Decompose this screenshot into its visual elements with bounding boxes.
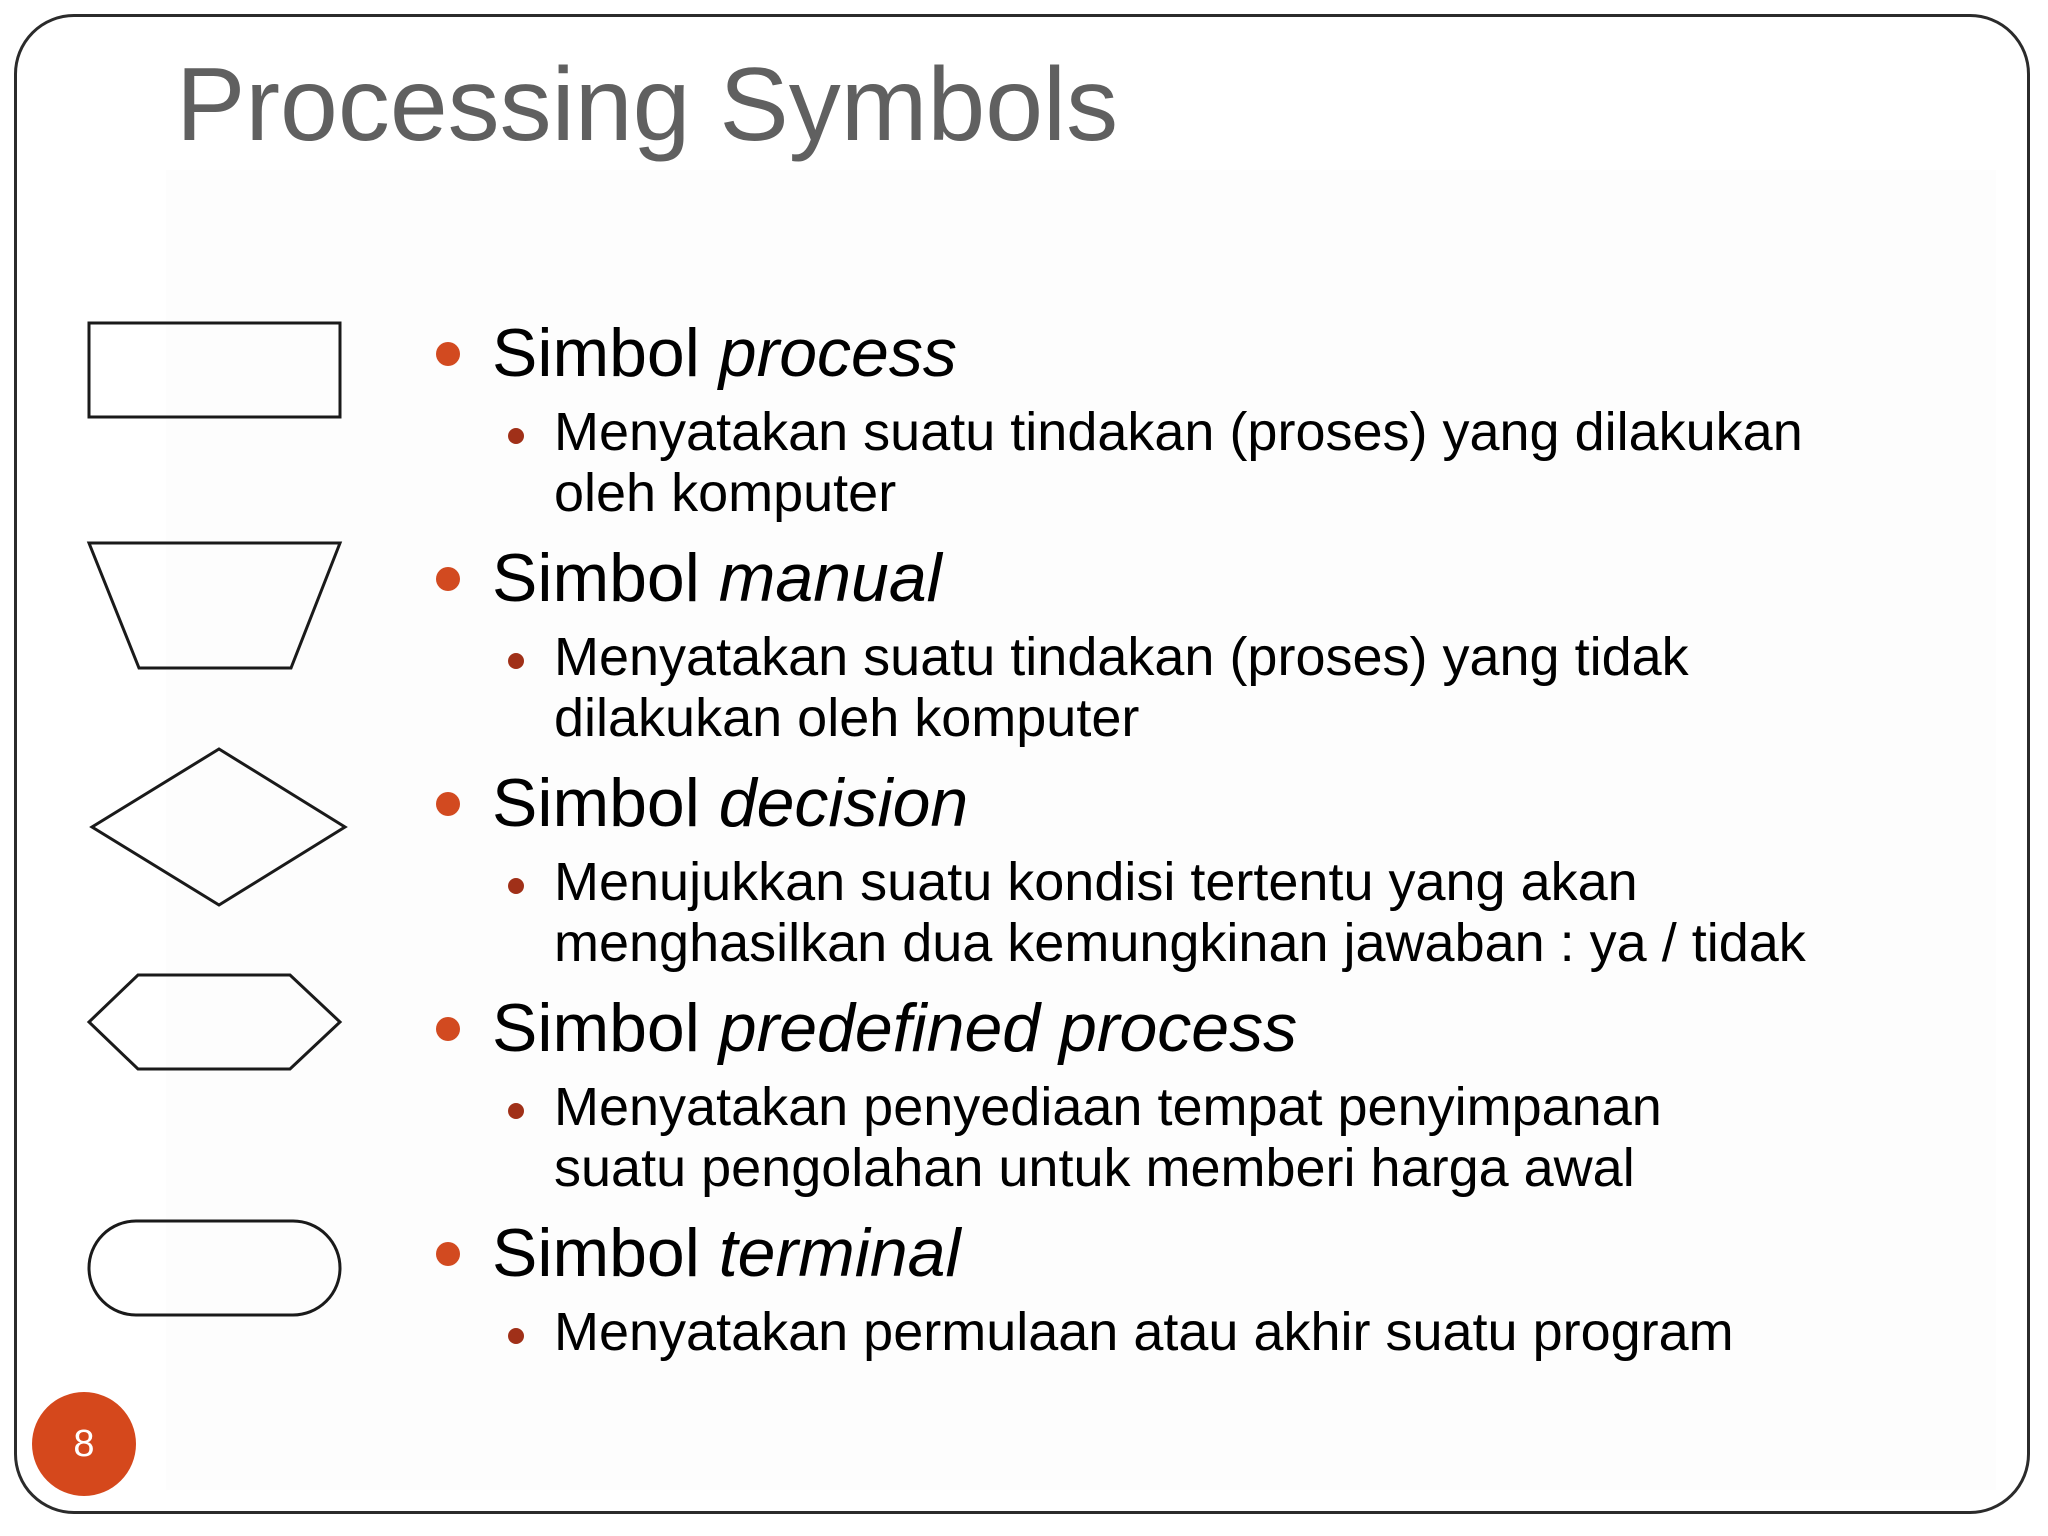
item-heading: [492, 315, 957, 391]
item-description-line: suatu pengolahan untuk memberi harga awal: [554, 1138, 1635, 1198]
slide-title: Processing Symbols: [176, 47, 1119, 163]
item-heading: [492, 540, 942, 616]
item-description-line: Menyatakan suatu tindakan (proses) yang tidak: [554, 627, 1689, 687]
item-heading-term: manual: [718, 540, 942, 616]
decision-diamond-symbol: [88, 746, 350, 908]
item-description-line: Menyatakan permulaan atau akhir suatu program: [554, 1302, 1734, 1362]
item-heading-term: terminal: [718, 1215, 961, 1291]
item-heading-term: decision: [718, 765, 969, 841]
bullet-dot: [436, 1017, 460, 1041]
sub-bullet-dot: [508, 1328, 524, 1344]
slide-number-badge: 8: [32, 1392, 136, 1496]
item-heading: [492, 1215, 961, 1291]
item-heading-prefix: Simbol: [492, 540, 719, 616]
process-rectangle-symbol: [86, 320, 346, 422]
bullet-dot: [436, 1242, 460, 1266]
item-description-line: Menujukkan suatu kondisi tertentu yang akan: [554, 852, 1638, 912]
manual-trapezoid-symbol: [86, 540, 346, 672]
item-heading-prefix: Simbol: [492, 315, 719, 391]
item-description-line: menghasilkan dua kemungkinan jawaban : ya / tidak: [554, 913, 1806, 973]
item-description-line: Menyatakan penyediaan tempat penyimpanan: [554, 1077, 1662, 1137]
predefined-process-hexagon-symbol: [86, 972, 346, 1074]
item-heading-prefix: Simbol: [492, 1215, 719, 1291]
content-panel: [166, 170, 1996, 1490]
terminal-rounded-rectangle-symbol: [86, 1218, 346, 1320]
sub-bullet-dot: [508, 878, 524, 894]
item-heading-prefix: Simbol: [492, 765, 719, 841]
item-heading-term: predefined process: [718, 990, 1298, 1066]
item-heading: [492, 990, 1298, 1066]
item-heading: [492, 765, 969, 841]
sub-bullet-dot: [508, 1103, 524, 1119]
bullet-dot: [436, 792, 460, 816]
item-heading-prefix: Simbol: [492, 990, 719, 1066]
item-description-line: Menyatakan suatu tindakan (proses) yang dilakukan: [554, 402, 1803, 462]
bullet-dot: [436, 567, 460, 591]
item-heading-term: process: [718, 315, 957, 391]
sub-bullet-dot: [508, 653, 524, 669]
sub-bullet-dot: [508, 428, 524, 444]
bullet-dot: [436, 342, 460, 366]
item-description-line: dilakukan oleh komputer: [554, 688, 1140, 748]
item-description-line: oleh komputer: [554, 463, 897, 523]
